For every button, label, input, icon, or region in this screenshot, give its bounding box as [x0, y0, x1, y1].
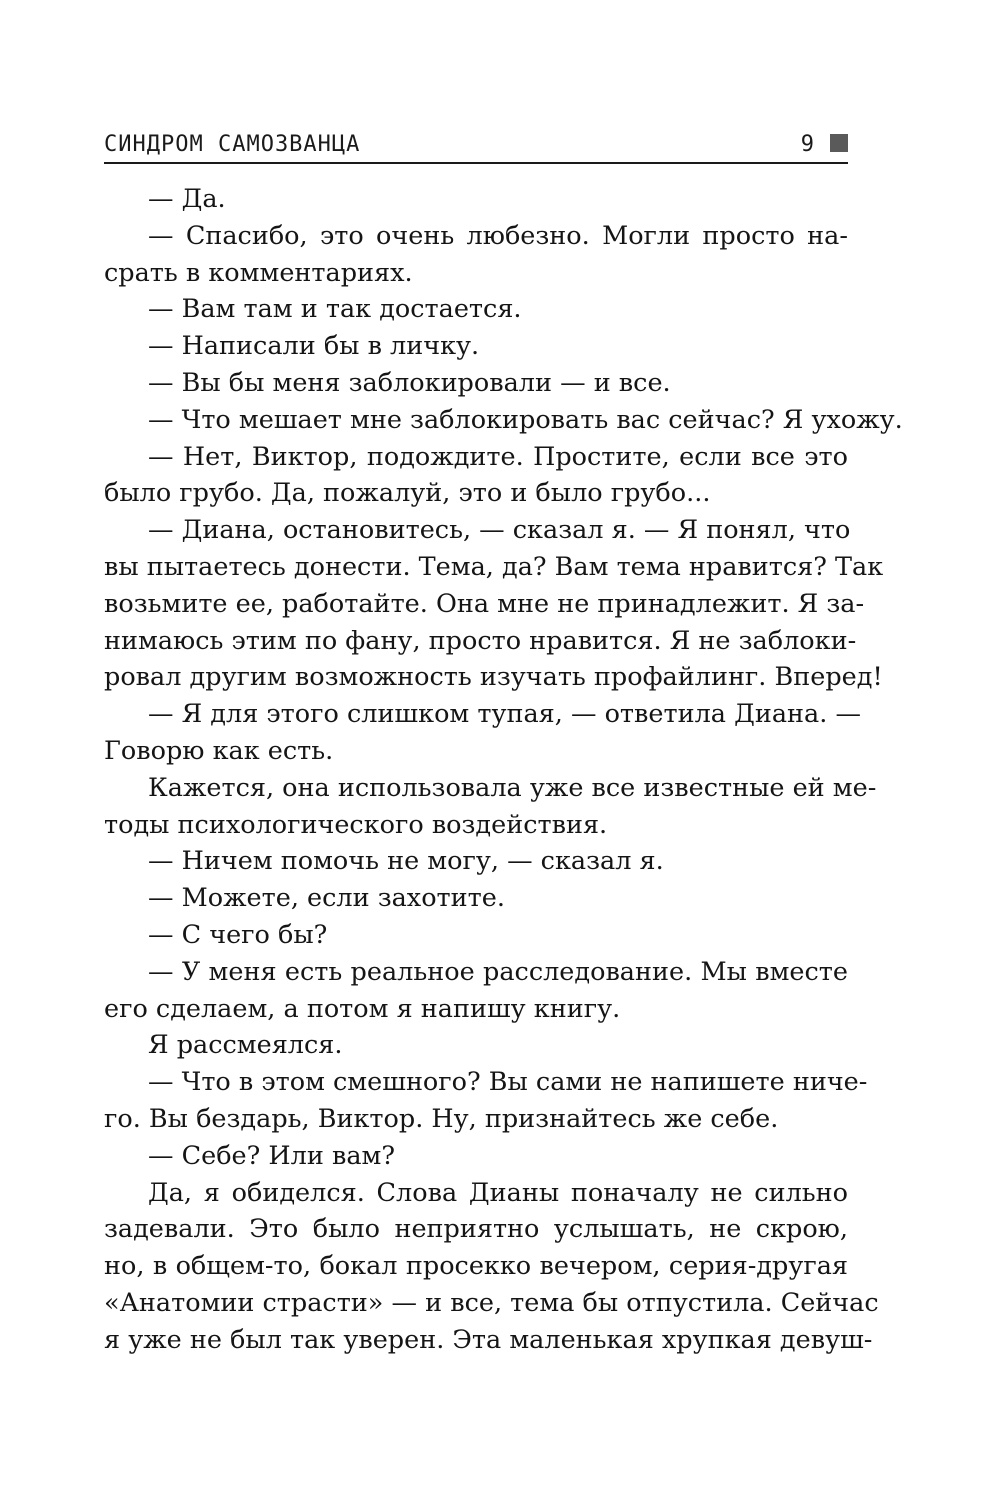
text-line: «Анатомии страсти» — и все, тема бы отпустила. Сейчас — [104, 1287, 879, 1318]
text-line: Я рассмеялся. — [148, 1030, 343, 1061]
text-line: — Можете, если захотите. — [148, 883, 505, 914]
text-line: было грубо. Да, пожалуй, это и было грубо... — [104, 478, 711, 509]
text-line: ровал другим возможность изучать профайлинг. Вперед! — [104, 662, 883, 693]
text-line: го. Вы бездарь, Виктор. Ну, признайтесь же себе. — [104, 1103, 779, 1134]
text-line: но, в общем-то, бокал просекко вечером, серия-другая — [104, 1251, 848, 1282]
text-line: — Что в этом смешного? Вы сами не напишете ниче- — [148, 1067, 868, 1098]
text-line: срать в комментариях. — [104, 257, 413, 288]
text-line: — Я для этого слишком тупая, — ответила Диана. — — [148, 699, 861, 730]
text-line: — Диана, остановитесь, — сказал я. — Я понял, что — [148, 515, 851, 546]
text-line: возьмите ее, работайте. Она мне не принадлежит. Я за- — [104, 588, 865, 619]
page-marker-square-icon — [830, 134, 848, 152]
body-text — [104, 181, 903, 1359]
running-title: СИНДРОМ САМОЗВАНЦА — [104, 132, 361, 157]
text-line: — У меня есть реальное расследование. Мы вместе — [148, 956, 848, 987]
text-line: вы пытаетесь донести. Тема, да? Вам тема нравится? Так — [104, 551, 884, 582]
text-line: — Вы бы меня заблокировали — и все. — [148, 367, 671, 398]
text-line: Да, я обиделся. Слова Дианы поначалу не сильно — [148, 1177, 848, 1208]
text-line: — Себе? Или вам? — [148, 1140, 396, 1171]
text-line: его сделаем, а потом я напишу книгу. — [104, 993, 621, 1024]
text-line: — Что мешает мне заблокировать вас сейчас? Я ухожу. — [148, 404, 903, 435]
text-line: — Написали бы в личку. — [148, 331, 480, 362]
text-line: — Вам там и так достается. — [148, 294, 522, 325]
text-line: Кажется, она использовала уже все известные ей ме- — [148, 772, 877, 803]
text-line: — С чего бы? — [148, 919, 328, 950]
text-line: — Да. — [148, 184, 226, 214]
text-line: нимаюсь этим по фану, просто нравится. Я не заблоки- — [104, 625, 857, 656]
text-line: Говорю как есть. — [104, 735, 334, 766]
text-line: тоды психологического воздействия. — [104, 809, 608, 840]
text-line: — Нет, Виктор, подождите. Простите, если все это — [148, 441, 848, 472]
text-line: — Спасибо, это очень любезно. Могли просто на- — [148, 220, 848, 251]
running-header — [104, 130, 848, 164]
text-line: я уже не был так уверен. Эта маленькая хрупкая девуш- — [104, 1324, 873, 1355]
page-number: 9 — [800, 132, 814, 157]
text-line: — Ничем помочь не могу, — сказал я. — [148, 846, 664, 877]
text-line: задевали. Это было неприятно услышать, не скрою, — [104, 1214, 848, 1245]
